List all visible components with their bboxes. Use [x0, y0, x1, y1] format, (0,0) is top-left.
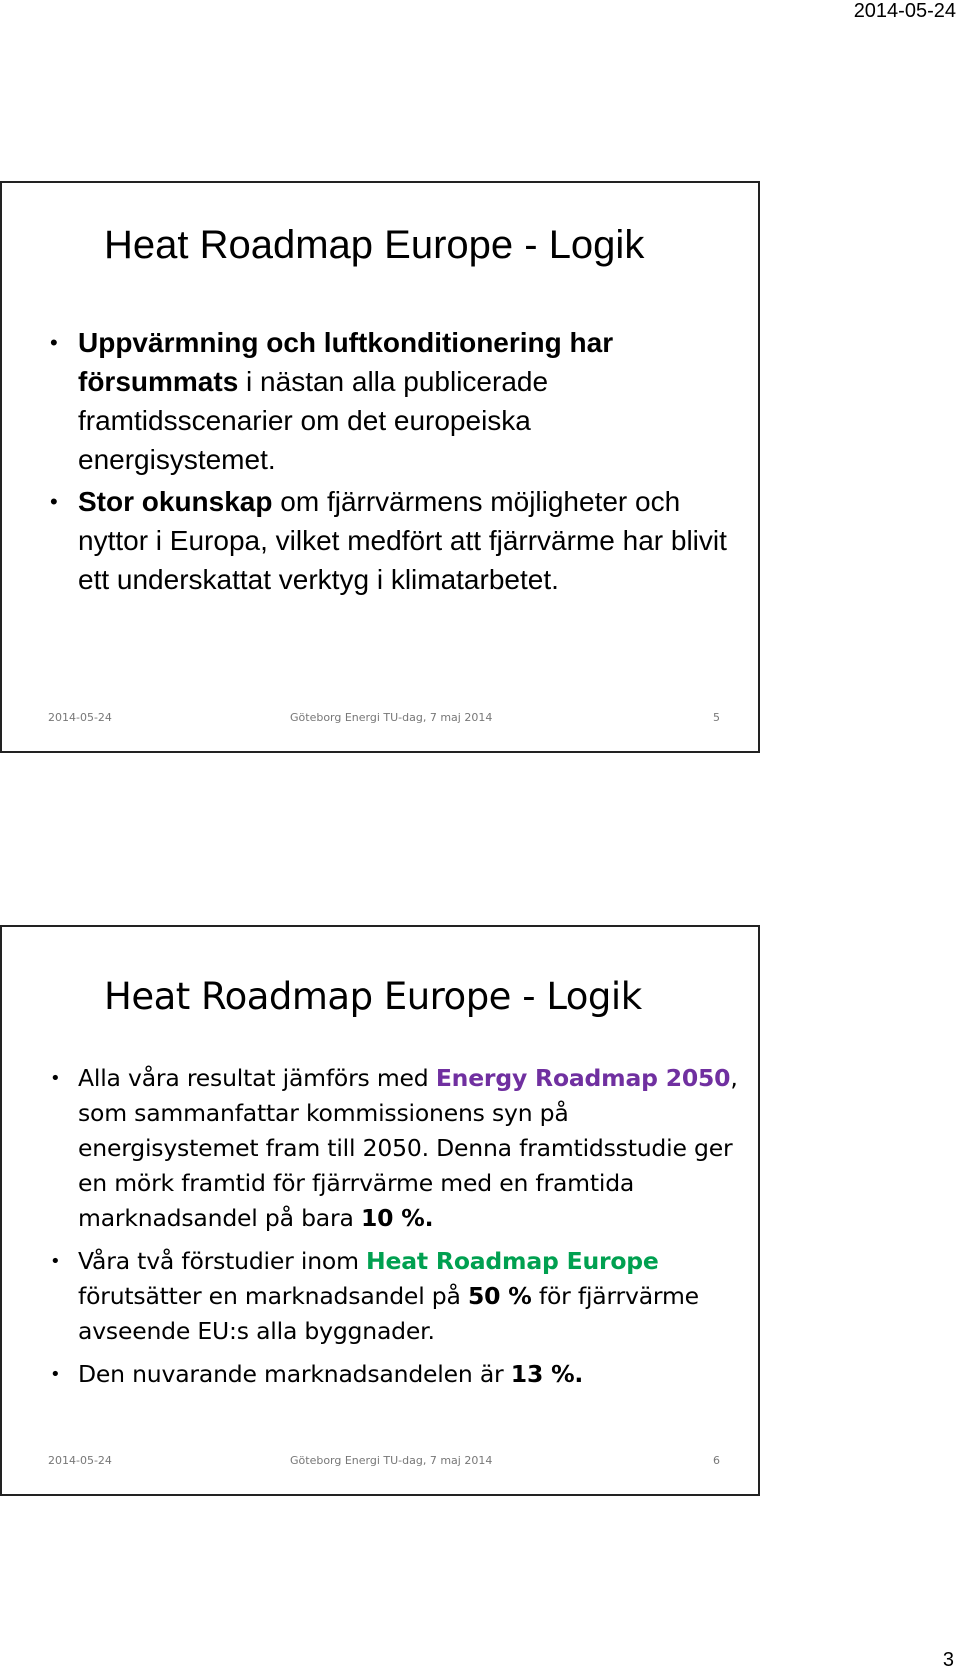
page-number: 3 [942, 1649, 954, 1671]
bullet-marker: • [50, 1068, 61, 1089]
bullet-text: Våra två förstudier inom [78, 1247, 367, 1275]
slide-6 [0, 925, 760, 1496]
bullet-marker: • [50, 1251, 61, 1272]
bullet-text: Stor okunskap [78, 486, 273, 517]
bullet-text: Alla våra resultat jämförs med [78, 1064, 436, 1092]
bullet-item [46, 323, 736, 479]
footer-date: 2014-05-24 [48, 711, 112, 724]
bullet-text: för fjärrvärme avseende EU:s alla byggnader. [78, 1282, 699, 1345]
slide-5 [0, 181, 760, 753]
slide-footer [2, 711, 758, 729]
footer-event: Göteborg Energi TU-dag, 7 maj 2014 [290, 711, 493, 724]
bullet-item [46, 482, 736, 599]
bullet-marker: • [50, 330, 58, 355]
bullet-text: 50 % [467, 1282, 532, 1310]
bullet-item [46, 1244, 746, 1349]
slide-title: Heat Roadmap Europe - Logik [104, 975, 642, 1018]
bullet-text: Uppvärmning och luftkonditionering har försummats [78, 327, 614, 397]
bullet-text: , som sammanfattar kommissionens syn på energisystemet fram till 2050. Denna framtidsstudie ger en mörk framtid för fjärrvärme med en framtida marknadsandel på bara [78, 1064, 738, 1232]
slide-number: 6 [713, 1454, 720, 1467]
slide-title: Heat Roadmap Europe - Logik [104, 223, 645, 267]
page-header-date: 2014-05-24 [853, 0, 956, 22]
bullet-text: Den nuvarande marknadsandelen är [78, 1360, 511, 1388]
footer-event: Göteborg Energi TU-dag, 7 maj 2014 [290, 1454, 493, 1467]
footer-date: 2014-05-24 [48, 1454, 112, 1467]
bullet-text: Energy Roadmap 2050 [435, 1064, 731, 1092]
bullet-item [46, 1357, 746, 1392]
bullet-text: om fjärrvärmens möjligheter och nyttor i Europa, vilket medfört att fjärrvärme har blivit ett underskattat verktyg i klimatarbetet. [78, 486, 727, 595]
bullet-item [46, 1061, 746, 1236]
bullet-marker: • [50, 489, 58, 514]
bullet-list [46, 323, 736, 602]
bullet-list [46, 1061, 746, 1400]
slide-number: 5 [713, 711, 720, 724]
slide-footer [2, 1454, 758, 1472]
bullet-marker: • [50, 1364, 61, 1385]
bullet-text: 13 %. [510, 1360, 584, 1388]
bullet-text: Heat Roadmap Europe [366, 1247, 659, 1275]
bullet-text: i nästan alla publicerade framtidsscenarier om det europeiska energisystemet. [78, 366, 549, 475]
bullet-text: förutsätter en marknadsandel på [78, 1282, 468, 1310]
bullet-text: 10 %. [360, 1204, 434, 1232]
